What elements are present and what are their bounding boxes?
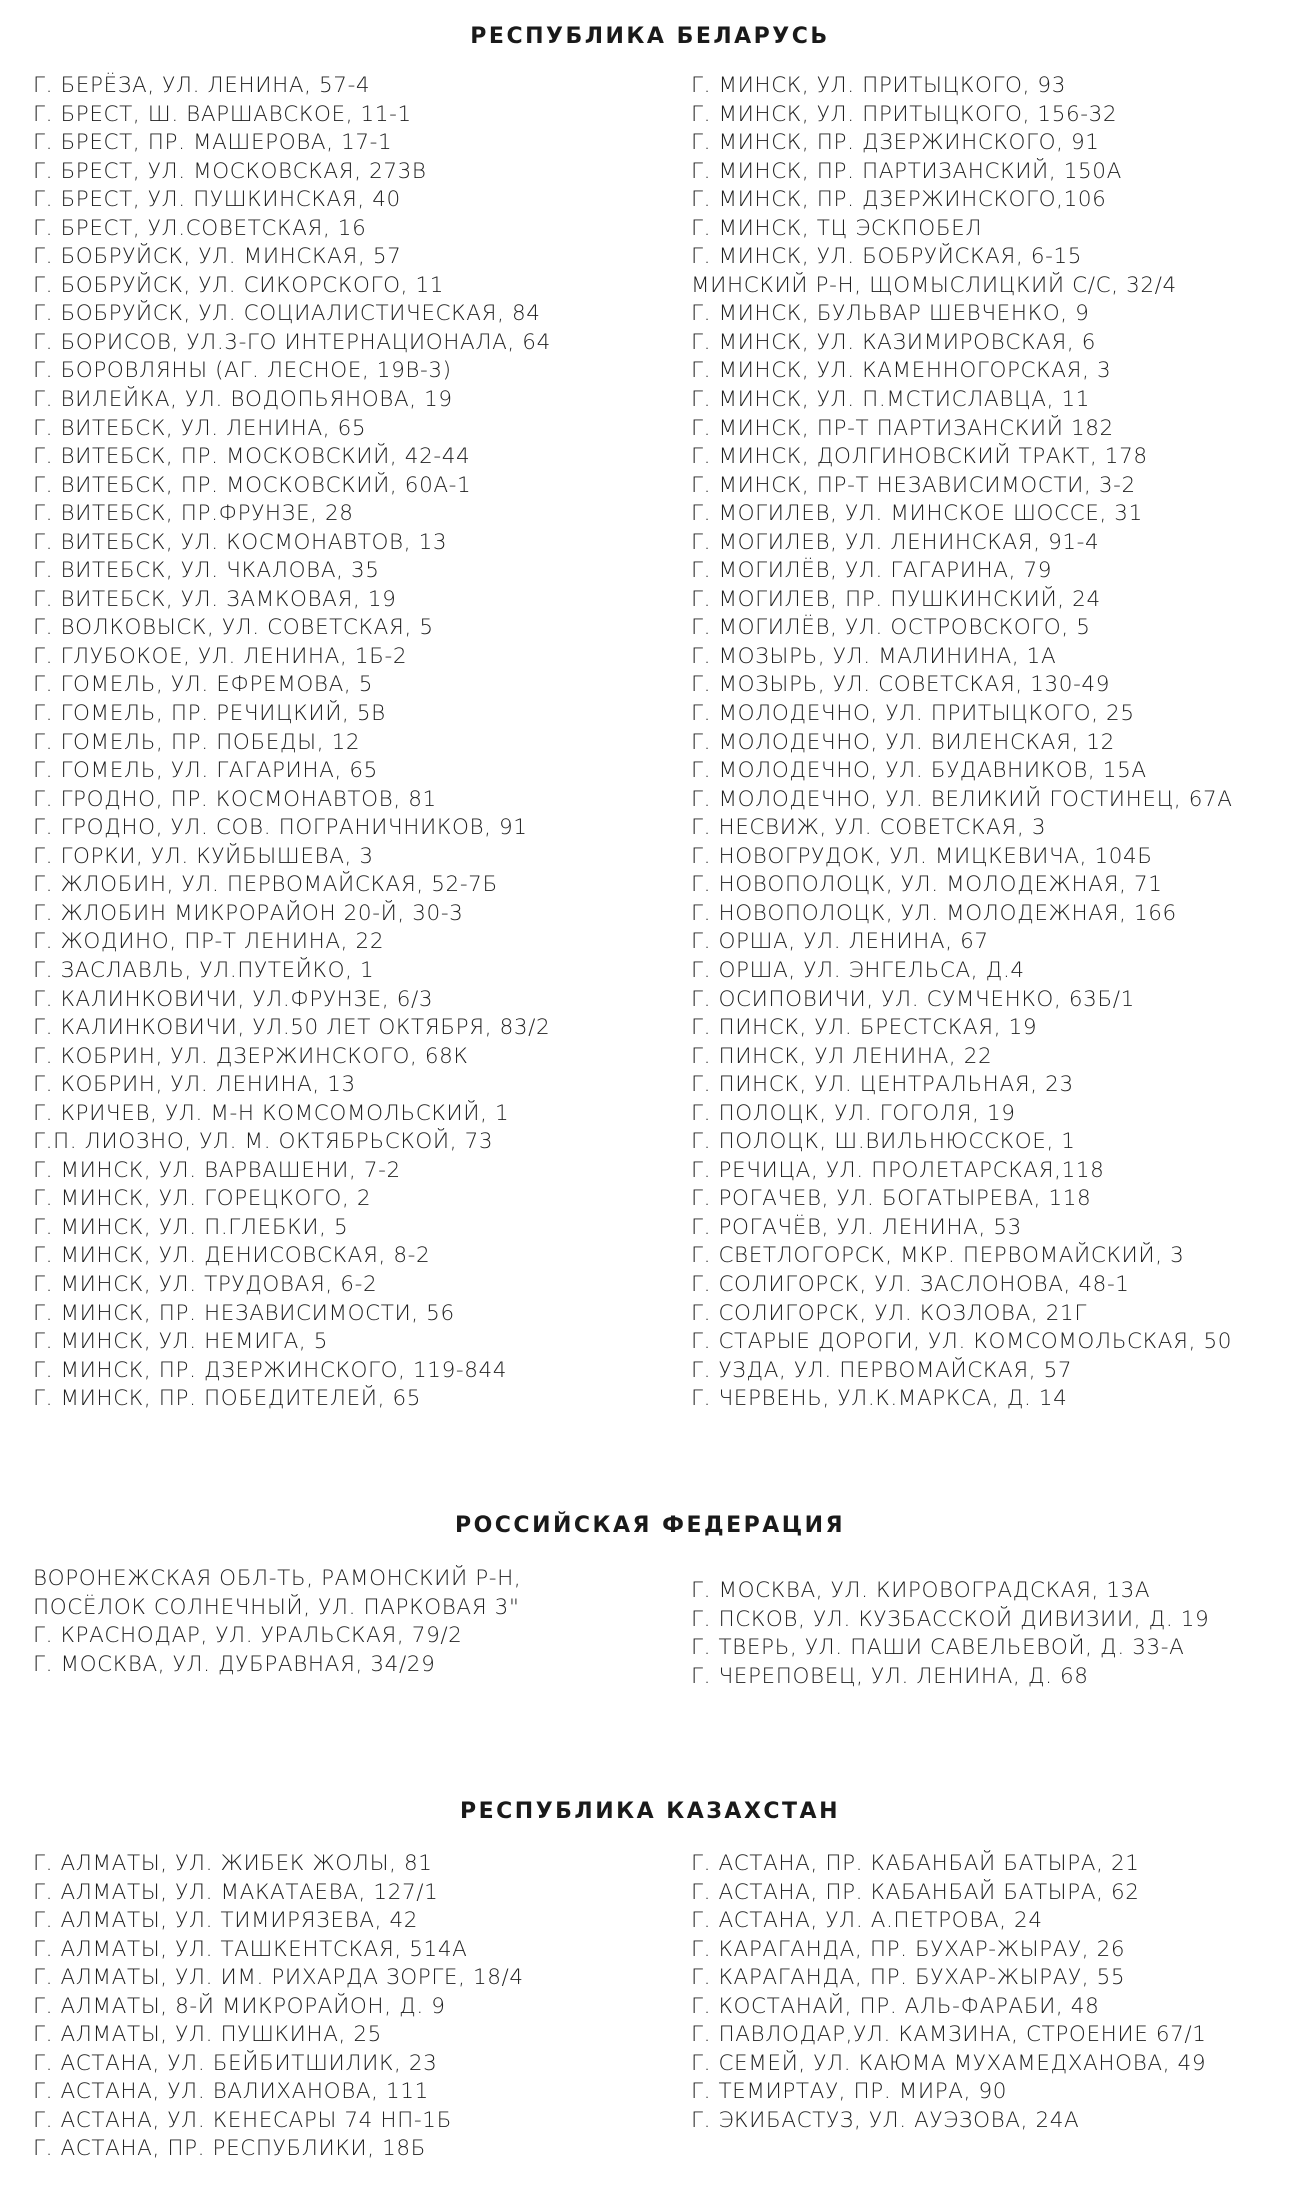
address-item: Г. АЛМАТЫ, УЛ. ТИМИРЯЗЕВА, 42 — [33, 1908, 419, 1934]
address-item: Г. ГРОДНО, ПР. КОСМОНАВТОВ, 81 — [33, 786, 437, 812]
address-item: Г. БРЕСТ, Ш. ВАРШАВСКОЕ, 11-1 — [33, 101, 412, 127]
address-item: Г. МОГИЛЕВ, ПР. ПУШКИНСКИЙ, 24 — [691, 586, 1101, 612]
address-item: Г. ОСИПОВИЧИ, УЛ. СУМЧЕНКО, 63Б/1 — [691, 986, 1135, 1012]
address-item: Г.П. ЛИОЗНО, УЛ. М. ОКТЯБРЬСКОЙ, 73 — [33, 1129, 494, 1155]
address-item: Г. МОГИЛЁВ, УЛ. ГАГАРИНА, 79 — [691, 558, 1053, 584]
address-item: Г. ЗАСЛАВЛЬ, УЛ.ПУТЕЙКО, 1 — [33, 957, 375, 983]
address-item: Г. БРЕСТ, УЛ.СОВЕТСКАЯ, 16 — [33, 215, 367, 241]
address-item: Г. МОЛОДЕЧНО, УЛ. ПРИТЫЦКОГО, 25 — [691, 701, 1135, 727]
address-item: Г. ТВЕРЬ, УЛ. ПАШИ САВЕЛЬЕВОЙ, Д. 33-А — [691, 1635, 1185, 1661]
address-item: Г. НОВОПОЛОЦК, УЛ. МОЛОДЕЖНАЯ, 71 — [691, 872, 1163, 898]
address-item: Г. ПИНСК, УЛ. БРЕСТСКАЯ, 19 — [691, 1015, 1038, 1041]
address-item: Г. НОВОГРУДОК, УЛ. МИЦКЕВИЧА, 104Б — [691, 843, 1153, 869]
address-item: Г. БОБРУЙСК, УЛ. МИНСКАЯ, 57 — [33, 244, 402, 270]
address-item: Г. ЧЕРЕПОВЕЦ, УЛ. ЛЕНИНА, Д. 68 — [691, 1663, 1089, 1689]
address-item: Г. РЕЧИЦА, УЛ. ПРОЛЕТАРСКАЯ,118 — [691, 1157, 1105, 1183]
address-item: Г. БОРИСОВ, УЛ.3-ГО ИНТЕРНАЦИОНАЛА, 64 — [33, 329, 551, 355]
address-item: Г. МИНСК, УЛ. П.ГЛЕБКИ, 5 — [33, 1214, 349, 1240]
address-item: ВОРОНЕЖСКАЯ ОБЛ-ТЬ, РАМОНСКИЙ Р-Н, — [33, 1566, 522, 1591]
address-item: Г. ВИТЕБСК, УЛ. ЗАМКОВАЯ, 19 — [33, 586, 397, 612]
address-item: Г. ГОРКИ, УЛ. КУЙБЫШЕВА, 3 — [33, 843, 374, 869]
address-item: Г. ГЛУБОКОЕ, УЛ. ЛЕНИНА, 1Б-2 — [33, 643, 408, 669]
address-item: Г. БРЕСТ, УЛ. МОСКОВСКАЯ, 273В — [33, 158, 427, 184]
address-item: Г. ГОМЕЛЬ, УЛ. ГАГАРИНА, 65 — [33, 758, 378, 784]
address-item: Г. БОБРУЙСК, УЛ. СИКОРСКОГО, 11 — [33, 272, 445, 298]
address-item: Г. КОСТАНАЙ, ПР. АЛЬ-ФАРАБИ, 48 — [691, 1993, 1100, 2019]
address-item: Г. ТЕМИРТАУ, ПР. МИРА, 90 — [691, 2079, 1007, 2105]
address-item: Г. ЭКИБАСТУЗ, УЛ. АУЭЗОВА, 24А — [691, 2107, 1080, 2133]
address-item: Г. МОГИЛЕВ, УЛ. ЛЕНИНСКАЯ, 91-4 — [691, 529, 1100, 555]
section-title-belarus: РЕСПУБЛИКА БЕЛАРУСЬ — [470, 24, 830, 49]
address-item: Г. МИНСК, ТЦ ЭСКПОБЕЛ — [691, 215, 983, 241]
address-item: Г. ГОМЕЛЬ, ПР. РЕЧИЦКИЙ, 5В — [33, 701, 386, 727]
address-item: Г. МИНСК, УЛ. ВАРВАШЕНИ, 7-2 — [33, 1157, 401, 1183]
address-item: Г. ВИТЕБСК, УЛ. ЛЕНИНА, 65 — [33, 415, 367, 441]
address-item: Г. АЛМАТЫ, УЛ. ИМ. РИХАРДА ЗОРГЕ, 18/4 — [33, 1965, 524, 1991]
address-item: Г. КРАСНОДАР, УЛ. УРАЛЬСКАЯ, 79/2 — [33, 1623, 463, 1649]
address-item: Г. МИНСК, УЛ. П.МСТИСЛАВЦА, 11 — [691, 387, 1091, 413]
address-item: Г. МОСКВА, УЛ. КИРОВОГРАДСКАЯ, 13А — [691, 1578, 1151, 1603]
address-item: Г. ГРОДНО, УЛ. СОВ. ПОГРАНИЧНИКОВ, 91 — [33, 815, 528, 841]
address-item: Г. РОГАЧЁВ, УЛ. ЛЕНИНА, 53 — [691, 1214, 1022, 1240]
address-item: Г. КАЛИНКОВИЧИ, УЛ.50 ЛЕТ ОКТЯБРЯ, 83/2 — [33, 1015, 551, 1041]
address-item: Г. МОЛОДЕЧНО, УЛ. ВИЛЕНСКАЯ, 12 — [691, 729, 1115, 755]
address-item: Г. АСТАНА, УЛ. А.ПЕТРОВА, 24 — [691, 1908, 1043, 1934]
address-item: Г. ВИТЕБСК, УЛ. ЧКАЛОВА, 35 — [33, 558, 380, 584]
address-item: Г. МИНСК, УЛ. БОБРУЙСКАЯ, 6-15 — [691, 244, 1083, 270]
address-item: Г. ВИЛЕЙКА, УЛ. ВОДОПЬЯНОВА, 19 — [33, 387, 453, 413]
address-item: Г. АЛМАТЫ, УЛ. МАКАТАЕВА, 127/1 — [33, 1879, 439, 1905]
address-item: Г. ОРША, УЛ. ЭНГЕЛЬСА, Д.4 — [691, 957, 1025, 983]
address-item: Г. АЛМАТЫ, УЛ. ПУШКИНА, 25 — [33, 2022, 382, 2048]
address-item: Г. МОЛОДЕЧНО, УЛ. БУДАВНИКОВ, 15А — [691, 758, 1147, 784]
address-item: Г. РОГАЧЕВ, УЛ. БОГАТЫРЕВА, 118 — [691, 1186, 1092, 1212]
address-item: Г. ВИТЕБСК, УЛ. КОСМОНАВТОВ, 13 — [33, 529, 448, 555]
address-item: Г. МОСКВА, УЛ. ДУБРАВНАЯ, 34/29 — [33, 1651, 436, 1677]
address-item: Г. ГОМЕЛЬ, ПР. ПОБЕДЫ, 12 — [33, 729, 361, 755]
address-item: Г. МИНСК, ПР. ДЗЕРЖИНСКОГО,106 — [691, 187, 1107, 213]
address-item: Г. ВИТЕБСК, ПР. МОСКОВСКИЙ, 42-44 — [33, 444, 471, 470]
address-item: Г. КАЛИНКОВИЧИ, УЛ.ФРУНЗЕ, 6/3 — [33, 986, 434, 1012]
address-item: Г. КАРАГАНДА, ПР. БУХАР-ЖЫРАУ, 26 — [691, 1936, 1126, 1962]
address-item: Г. МИНСК, ДОЛГИНОВСКИЙ ТРАКТ, 178 — [691, 444, 1148, 470]
address-item: Г. БОБРУЙСК, УЛ. СОЦИАЛИСТИЧЕСКАЯ, 84 — [33, 301, 541, 327]
address-item: Г. КОБРИН, УЛ. ЛЕНИНА, 13 — [33, 1072, 356, 1098]
address-item: Г. ВОЛКОВЫСК, УЛ. СОВЕТСКАЯ, 5 — [33, 615, 434, 641]
address-item: Г. СОЛИГОРСК, УЛ. ЗАСЛОНОВА, 48-1 — [691, 1271, 1130, 1297]
address-item: Г. БЕРЁЗА, УЛ. ЛЕНИНА, 57-4 — [33, 73, 371, 98]
address-item: Г. МОЗЫРЬ, УЛ. МАЛИНИНА, 1А — [691, 643, 1057, 669]
address-item: Г. ЧЕРВЕНЬ, УЛ.К.МАРКСА, Д. 14 — [691, 1386, 1068, 1412]
address-item: Г. МИНСК, ПР. ДЗЕРЖИНСКОГО, 91 — [691, 130, 1100, 156]
address-item: Г. КАРАГАНДА, ПР. БУХАР-ЖЫРАУ, 55 — [691, 1965, 1126, 1991]
address-item: Г. АСТАНА, ПР. РЕСПУБЛИКИ, 18Б — [33, 2136, 427, 2162]
address-item: Г. ПИНСК, УЛ ЛЕНИНА, 22 — [691, 1043, 993, 1069]
address-item: Г. МИНСК, УЛ. ГОРЕЦКОГО, 2 — [33, 1186, 372, 1212]
address-item: Г. БРЕСТ, ПР. МАШЕРОВА, 17-1 — [33, 130, 393, 156]
address-item: Г. МИНСК, ПР. ДЗЕРЖИНСКОГО, 119-844 — [33, 1357, 508, 1383]
address-item: Г. МИНСК, УЛ. ПРИТЫЦКОГО, 156-32 — [691, 101, 1118, 127]
address-item: Г. СВЕТЛОГОРСК, МКР. ПЕРВОМАЙСКИЙ, 3 — [691, 1243, 1185, 1269]
address-item: Г. СТАРЫЕ ДОРОГИ, УЛ. КОМСОМОЛЬСКАЯ, 50 — [691, 1329, 1233, 1355]
section-title-kazakhstan: РЕСПУБЛИКА КАЗАХСТАН — [459, 1799, 840, 1824]
address-item: Г. МИНСК, УЛ. ДЕНИСОВСКАЯ, 8-2 — [33, 1243, 431, 1269]
address-item: Г. МОГИЛЕВ, УЛ. МИНСКОЕ ШОССЕ, 31 — [691, 501, 1143, 527]
address-item: Г. БОРОВЛЯНЫ (АГ. ЛЕСНОЕ, 19В-3) — [33, 358, 452, 384]
address-list-russia-left — [33, 1565, 683, 1679]
address-item: Г. АСТАНА, ПР. КАБАНБАЙ БАТЫРА, 21 — [691, 1851, 1140, 1876]
address-list-kazakhstan-left — [33, 1850, 683, 2164]
address-item: Г. ЖОДИНО, ПР-Т ЛЕНИНА, 22 — [33, 929, 385, 955]
address-item: Г. НОВОПОЛОЦК, УЛ. МОЛОДЕЖНАЯ, 166 — [691, 900, 1177, 926]
section-belarus — [0, 22, 1300, 1412]
address-item: Г. АСТАНА, ПР. КАБАНБАЙ БАТЫРА, 62 — [691, 1879, 1140, 1905]
address-item: Г. НЕСВИЖ, УЛ. СОВЕТСКАЯ, 3 — [691, 815, 1047, 841]
address-item: Г. АСТАНА, УЛ. КЕНЕСАРЫ 74 НП-1Б — [33, 2107, 452, 2133]
address-item: Г. ГОМЕЛЬ, УЛ. ЕФРЕМОВА, 5 — [33, 672, 374, 698]
address-item: Г. АСТАНА, УЛ. БЕЙБИТШИЛИК, 23 — [33, 2050, 438, 2076]
address-item: Г. БРЕСТ, УЛ. ПУШКИНСКАЯ, 40 — [33, 187, 401, 213]
address-item: Г. МИНСК, ПР. НЕЗАВИСИМОСТИ, 56 — [33, 1300, 455, 1326]
address-item: Г. МОГИЛЁВ, УЛ. ОСТРОВСКОГО, 5 — [691, 615, 1091, 641]
address-item: Г. КРИЧЕВ, УЛ. М-Н КОМСОМОЛЬСКИЙ, 1 — [33, 1100, 510, 1126]
address-item: МИНСКИЙ Р-Н, ЩОМЫСЛИЦКИЙ С/С, 32/4 — [691, 272, 1177, 298]
address-item: Г. ПОЛОЦК, Ш.ВИЛЬНЮССКОЕ, 1 — [691, 1129, 1076, 1155]
address-item: Г. ОРША, УЛ. ЛЕНИНА, 67 — [691, 929, 989, 955]
address-item: Г. МИНСК, УЛ. КАМЕННОГОРСКАЯ, 3 — [691, 358, 1112, 384]
address-list-belarus-left — [33, 72, 683, 1414]
address-item: Г. СОЛИГОРСК, УЛ. КОЗЛОВА, 21Г — [691, 1300, 1087, 1326]
address-item: Г. ВИТЕБСК, ПР. МОСКОВСКИЙ, 60А-1 — [33, 472, 472, 498]
address-item: Г. МИНСК, ПР. ПОБЕДИТЕЛЕЙ, 65 — [33, 1386, 422, 1412]
address-item: Г. ЖЛОБИН МИКРОРАЙОН 20-Й, 30-3 — [33, 900, 464, 926]
address-list-russia-right — [691, 1577, 1291, 1691]
address-item: Г. ЖЛОБИН, УЛ. ПЕРВОМАЙСКАЯ, 52-7Б — [33, 872, 498, 898]
address-item: Г. МОЗЫРЬ, УЛ. СОВЕТСКАЯ, 130-49 — [691, 672, 1110, 698]
address-item: Г. АЛМАТЫ, УЛ. ЖИБЕК ЖОЛЫ, 81 — [33, 1851, 433, 1876]
section-title-russia: РОССИЙСКАЯ ФЕДЕРАЦИЯ — [454, 1513, 846, 1538]
address-list-belarus-right — [691, 72, 1291, 1414]
address-item: Г. АЛМАТЫ, 8-Й МИКРОРАЙОН, Д. 9 — [33, 1993, 446, 2019]
address-item: Г. МОЛОДЕЧНО, УЛ. ВЕЛИКИЙ ГОСТИНЕЦ, 67А — [691, 786, 1233, 812]
address-item: Г. МИНСК, УЛ. КАЗИМИРОВСКАЯ, 6 — [691, 329, 1097, 355]
address-item: Г. АЛМАТЫ, УЛ. ТАШКЕНТСКАЯ, 514А — [33, 1936, 468, 1962]
address-list-kazakhstan-right — [691, 1850, 1291, 2135]
address-item: Г. МИНСК, УЛ. ТРУДОВАЯ, 6-2 — [33, 1271, 378, 1297]
address-item: Г. ВИТЕБСК, ПР.ФРУНЗЕ, 28 — [33, 501, 354, 527]
section-russia — [0, 1511, 1300, 1689]
address-item: Г. ПСКОВ, УЛ. КУЗБАССКОЙ ДИВИЗИИ, Д. 19 — [691, 1606, 1210, 1632]
address-item: Г. МИНСК, УЛ. НЕМИГА, 5 — [33, 1329, 329, 1355]
address-item: Г. МИНСК, ПР. ПАРТИЗАНСКИЙ, 150А — [691, 158, 1122, 184]
address-item: Г. КОБРИН, УЛ. ДЗЕРЖИНСКОГО, 68К — [33, 1043, 469, 1069]
address-item: Г. МИНСК, ПР-Т ПАРТИЗАНСКИЙ 182 — [691, 415, 1114, 441]
address-item: Г. АСТАНА, УЛ. ВАЛИХАНОВА, 111 — [33, 2079, 429, 2105]
address-item: Г. МИНСК, УЛ. ПРИТЫЦКОГО, 93 — [691, 73, 1066, 98]
address-item: Г. ПАВЛОДАР,УЛ. КАМЗИНА, СТРОЕНИЕ 67/1 — [691, 2022, 1207, 2048]
section-kazakhstan — [0, 1797, 1300, 2162]
address-item: Г. ПИНСК, УЛ. ЦЕНТРАЛЬНАЯ, 23 — [691, 1072, 1074, 1098]
address-item: Г. МИНСК, ПР-Т НЕЗАВИСИМОСТИ, 3-2 — [691, 472, 1136, 498]
address-item: Г. ПОЛОЦК, УЛ. ГОГОЛЯ, 19 — [691, 1100, 1016, 1126]
address-item: Г. СЕМЕЙ, УЛ. КАЮМА МУХАМЕДХАНОВА, 49 — [691, 2050, 1207, 2076]
address-item: Г. МИНСК, БУЛЬВАР ШЕВЧЕНКО, 9 — [691, 301, 1090, 327]
address-item: Г. УЗДА, УЛ. ПЕРВОМАЙСКАЯ, 57 — [691, 1357, 1073, 1383]
address-item: ПОСЁЛОК СОЛНЕЧНЫЙ, УЛ. ПАРКОВАЯ 3" — [33, 1594, 520, 1620]
